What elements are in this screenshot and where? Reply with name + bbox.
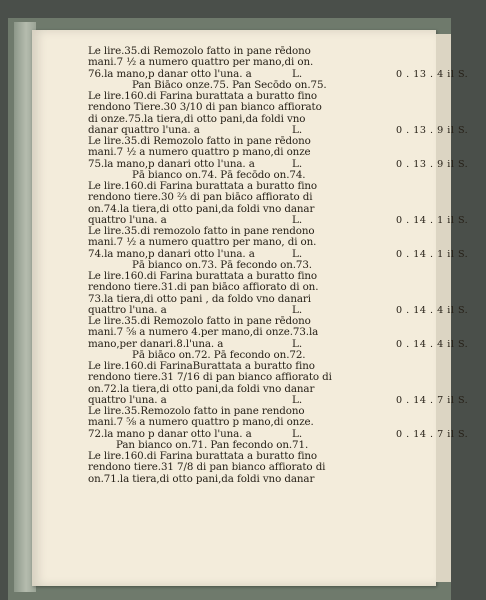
line-text: on.74.la tiera,di otto pani,da foldi vno danar [88,202,315,215]
line-text: Pā biāco on.72. Pā fecondo on.72. [132,348,306,361]
line-text: on.71.la tiera,di otto pani,da foldi vno danar [88,472,315,485]
line-text: Pā bianco on.74. Pā fecōdo on.74. [132,168,306,181]
lira-mark: L. [292,213,303,226]
lira-mark: L. [292,303,303,316]
line-text: on.72.la tiera,di otto pani,da foldi vno danar [88,382,315,395]
line-text: Pan bianco on.71. Pan fecondo on.71. [116,438,309,451]
line-text: 72.la mano p danar otto l'una. a [88,427,252,440]
line-text: mani.7 ½ a numero quattro per mano, di on. [88,236,317,249]
lira-mark: L. [292,393,303,406]
price-value: 0 . 13 . 4 il S. [396,68,469,80]
line-text: Le lire.160.di Farina burattata a buratto fino [88,270,318,282]
lira-mark: L. [292,157,303,170]
price-value: 0 . 13 . 9 il S. [396,124,469,136]
lira-mark: L. [292,247,303,260]
line-text: rendono tiere.31.di pan biāco affiorato di on. [88,281,319,294]
price-value: 0 . 14 . 7 il S. [396,428,469,440]
line-text: quattro l'una. a [88,213,167,226]
line-text: 74.la mano,p danari otto l'una. a [88,247,255,260]
line-text: rendono tiere.31 7/16 di pan bianco affiorato di [88,371,332,384]
text-line [88,474,388,485]
line-text: 75.la mano,p danari otto l'una. a [88,157,255,170]
line-text: Le lire.160.di Farina burattata a buratto fino [88,90,318,102]
line-text: quattro l'una. a [88,303,167,316]
line-text: quattro l'una. a [88,393,167,406]
line-text: danar quattro l'una. a [88,123,200,136]
line-text: rendono tiere.31 7/8 di pan bianco affiorato di [88,461,326,474]
line-text: 73.la tiera,di otto pani , da foldo vno danari [88,292,311,305]
price-value: 0 . 13 . 9 il S. [396,158,469,170]
line-text: mani.7 ⅝ a numero 4.per mano,di onze.73.la [88,326,319,339]
line-text: Le lire.160.di Farina burattata a buratto fino [88,180,318,192]
price-table-text [88,45,469,485]
lira-mark: L. [292,427,303,440]
line-text: mani.7 ½ a numero quattro p mano,di onze [88,146,311,159]
line-text: Le lire.35.di Remozolo fatto in pane rēdono [88,315,311,327]
price-value: 0 . 14 . 1 il S. [396,248,469,260]
line-text: mani.7 ⅝ a numero quattro p mano,di onze. [88,416,314,429]
line-text: Le lire.35.di Remozolo fatto in pane rēdono [88,135,311,147]
price-value: 0 . 14 . 4 il S. [396,304,469,316]
line-text: Le lire.35.Remozolo fatto in pane rendono [88,405,305,417]
lira-mark: L. [292,337,303,350]
line-text: Le lire.35.di remozolo fatto in pane rendono [88,225,315,237]
line-text: rendono tiere.30 ⅔ di pan biāco affiorato di [88,191,313,204]
line-text: di onze.75.la tiera,di otto pani,da foldi vno [88,112,306,125]
line-text: Le lire.35.di Remozolo fatto in pane rēdono [88,45,311,57]
price-value: 0 . 14 . 7 il S. [396,394,469,406]
lira-mark: L. [292,123,303,136]
lira-mark: L. [292,67,303,80]
line-text: 76.la mano,p danar otto l'una. a [88,67,252,80]
line-text: mani.7 ½ a numero quattro per mano,di on. [88,56,314,69]
line-text: Pan Biāco onze.75. Pan Secōdo on.75. [132,78,327,91]
line-text: Le lire.160.di Farina burattata a buratto fino [88,450,318,462]
price-value: 0 . 14 . 1 il S. [396,214,469,226]
line-text: Le lire.160.di FarinaBurattata a buratto fino [88,360,315,372]
line-text: rendono Tiere.30 3/10 di pan bianco affiorato [88,101,322,114]
line-text: Pā bianco on.73. Pā fecondo on.73. [132,258,312,271]
line-text: mano,per danari.8.l'una. a [88,337,224,350]
price-value: 0 . 14 . 4 il S. [396,338,469,350]
